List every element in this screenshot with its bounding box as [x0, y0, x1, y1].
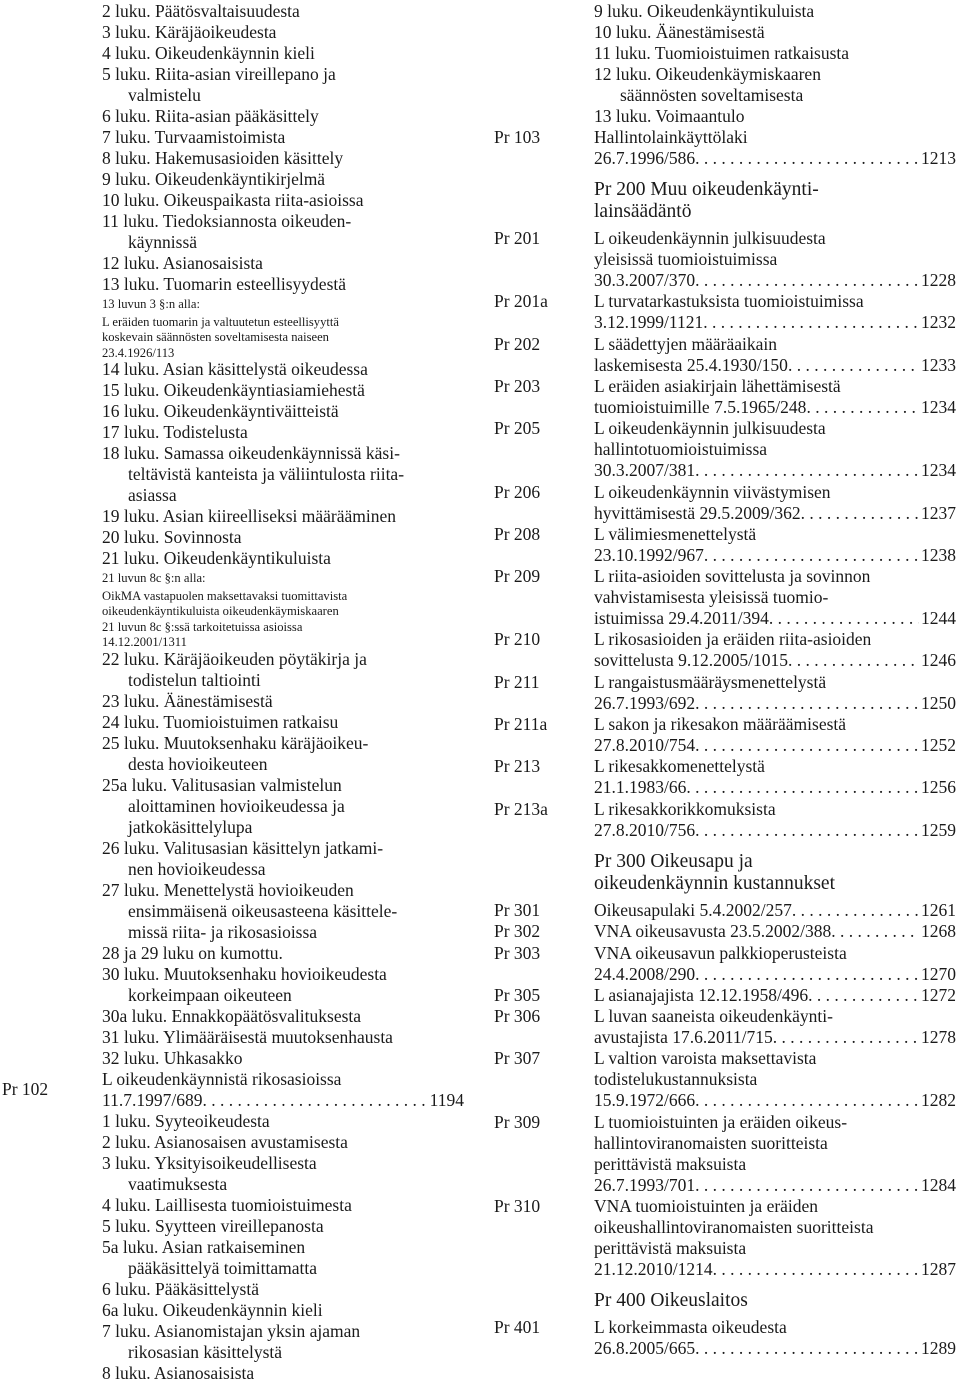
- chapter-line: pääkäsittelyä toimittamatta: [128, 1257, 318, 1278]
- pr-code: Pr 103: [494, 127, 541, 147]
- chapter-line: 6a luku. Oikeudenkäynnin kieli: [102, 1299, 323, 1320]
- pr-code: Pr 202: [494, 333, 541, 354]
- entry-date: 24.4.2008/290: [594, 963, 696, 984]
- chapter-line: 5 luku. Riita-asian vireillepano ja: [102, 64, 336, 84]
- pr-code: Pr 306: [494, 1006, 541, 1027]
- chapter-line: 31 luku. Ylimääräisestä muutoksenhausta: [102, 1026, 393, 1047]
- law-reference: [594, 820, 958, 841]
- entry-date: sovittelusta 9.12.2005/1015: [594, 650, 788, 671]
- entry-date: 3.12.1999/1121: [594, 312, 704, 333]
- chapter-line: 9 luku. Oikeudenkäyntikuluista: [594, 1, 815, 21]
- law-title: L oikeudenkäynnin julkisuudesta: [594, 228, 826, 248]
- chapter-line: säännösten soveltamisesta: [620, 85, 804, 105]
- leader-dots: [704, 545, 919, 566]
- entry-date: Oikeusapulaki 5.4.2002/257: [594, 899, 792, 920]
- leader-dots: [788, 650, 919, 671]
- dotted-leader-line: [594, 1338, 956, 1359]
- law-title: L turvatarkastuksista tuomioistuimissa: [594, 291, 864, 312]
- law-title: L oikeudenkäynnin viivästymisen: [594, 481, 831, 502]
- chapter-line: 22 luku. Käräjäoikeuden pöytäkirja ja: [102, 648, 367, 669]
- law-title: L riita-asioiden sovittelusta ja sovinnon: [594, 566, 871, 587]
- law-title: oikeushallintoviranomaisten suoritteista: [594, 1217, 874, 1237]
- pr-code: Pr 205: [494, 418, 541, 439]
- leader-dots: [792, 900, 919, 921]
- leader-dots: [808, 985, 919, 1006]
- chapter-line: rikosasian käsittelystä: [128, 1341, 283, 1362]
- law-reference: [594, 148, 958, 169]
- pr-code: Pr 211a: [494, 714, 548, 734]
- law-reference: [594, 985, 958, 1006]
- entry-date: 26.7.1993/701: [594, 1174, 696, 1195]
- leader-dots: [788, 355, 919, 376]
- note-line: 23.4.1926/113: [102, 345, 175, 360]
- chapter-line: 16 luku. Oikeudenkäyntiväitteistä: [102, 401, 339, 421]
- page-number: 1278: [921, 1027, 956, 1048]
- page-number: 1289: [921, 1338, 956, 1359]
- leader-dots: [695, 1090, 919, 1111]
- dotted-leader-line: [594, 312, 956, 333]
- chapter-line: 2 luku. Päätösvaltaisuudesta: [102, 1, 300, 21]
- page-number: 1233: [921, 354, 956, 375]
- chapter-line: 12 luku. Oikeudenkäymiskaaren: [594, 64, 821, 84]
- dotted-leader-line: [102, 1090, 464, 1111]
- chapter-line: 12 luku. Asianosaisista: [102, 253, 263, 273]
- leader-dots: [831, 921, 919, 942]
- pr-code: Pr 307: [494, 1048, 541, 1069]
- note-line: 14.12.2001/1311: [102, 635, 187, 649]
- law-reference: [594, 1175, 958, 1196]
- law-title: L rikosasioiden ja eräiden riita-asioiden: [594, 629, 872, 650]
- dotted-leader-line: [594, 503, 956, 524]
- chapter-line: jatkokäsittelylupa: [128, 816, 253, 837]
- law-title: L valtion varoista maksettavista: [594, 1048, 817, 1069]
- dotted-leader-line: [594, 820, 956, 841]
- pr-code: Pr 301: [494, 899, 541, 920]
- leader-dots: [703, 312, 919, 333]
- entry-date: 15.9.1972/666: [594, 1090, 696, 1111]
- chapter-line: 23 luku. Äänestämisestä: [102, 690, 273, 711]
- pr-code: Pr 305: [494, 984, 541, 1005]
- dotted-leader-line: [594, 777, 956, 798]
- law-title: perittävistä maksuista: [594, 1238, 747, 1258]
- section-heading: lainsäädäntö: [594, 201, 692, 222]
- pr-code: Pr 210: [494, 629, 541, 650]
- page-number: 1268: [921, 921, 956, 942]
- chapter-line: 10 luku. Äänestämisestä: [594, 22, 765, 42]
- pr-code: Pr 213: [494, 756, 541, 777]
- chapter-line: 6 luku. Riita-asian pääkäsittely: [102, 106, 319, 126]
- dotted-leader-line: [594, 1027, 956, 1048]
- entry-date: 26.7.1996/586: [594, 148, 696, 168]
- law-title: L luvan saaneista oikeudenkäynti-: [594, 1006, 833, 1027]
- pr-code: Pr 401: [494, 1317, 541, 1338]
- note-line: 13 luvun 3 §:n alla:: [102, 297, 200, 311]
- section-heading: Pr 400 Oikeuslaitos: [594, 1290, 748, 1312]
- page-number: 1238: [921, 544, 956, 565]
- entry-date: 23.10.1992/967: [594, 544, 704, 565]
- law-title: L oikeudenkäynnin julkisuudesta: [594, 418, 826, 439]
- entry-date: 21.1.1983/66: [594, 777, 687, 798]
- dotted-leader-line: [594, 270, 956, 291]
- chapter-line: 25 luku. Muutoksenhaku käräjäoikeu-: [102, 732, 369, 753]
- dotted-leader-line: [594, 985, 956, 1006]
- law-reference: [102, 1090, 466, 1111]
- page-number: 1282: [921, 1090, 956, 1111]
- dotted-leader-line: [594, 460, 956, 481]
- pr-code: Pr 211: [494, 671, 540, 692]
- chapter-line: 5a luku. Asian ratkaiseminen: [102, 1236, 306, 1257]
- page-number: 1234: [921, 460, 956, 481]
- dotted-leader-line: [594, 397, 956, 418]
- page-number: 1261: [921, 899, 956, 920]
- note-line: oikeudenkäyntikuluista oikeudenkäymiskaaren: [102, 604, 339, 618]
- leader-dots: [695, 820, 919, 841]
- note-line: 21 luvun 8c §:n alla:: [102, 571, 206, 585]
- law-title: L eräiden asiakirjain lähettämisestä: [594, 375, 841, 396]
- entry-date: 26.8.2005/665: [594, 1338, 696, 1359]
- pr-code-102: Pr 102: [2, 1078, 49, 1099]
- leader-dots: [773, 1027, 919, 1048]
- law-title: L rikesakkorikkomuksista: [594, 798, 776, 819]
- entry-date: L asianajajista 12.12.1958/496: [594, 984, 809, 1005]
- chapter-line: 30 luku. Muutoksenhaku hovioikeudesta: [102, 963, 387, 984]
- chapter-line: 7 luku. Turvaamistoimista: [102, 127, 286, 147]
- entry-date: 21.12.2010/1214: [594, 1259, 713, 1279]
- law-reference: [594, 312, 958, 333]
- law-reference: [594, 964, 958, 985]
- chapter-line: nen hovioikeudessa: [128, 858, 266, 879]
- dotted-leader-line: [594, 148, 956, 169]
- chapter-line: 8 luku. Asianosaisista: [102, 1362, 255, 1383]
- law-reference: [594, 1259, 958, 1280]
- dotted-leader-line: [594, 735, 956, 756]
- law-title: L korkeimmasta oikeudesta: [594, 1317, 787, 1338]
- entry-date: istuimissa 29.4.2011/394: [594, 608, 769, 629]
- law-title: VNA oikeusavun palkkioperusteista: [594, 942, 847, 963]
- chapter-line: 13 luku. Tuomarin esteellisyydestä: [102, 274, 347, 294]
- chapter-line: 11 luku. Tuomioistuimen ratkaisusta: [594, 43, 850, 63]
- law-title: VNA tuomioistuinten ja eräiden: [594, 1196, 819, 1216]
- dotted-leader-line: [594, 355, 956, 376]
- chapter-line: 17 luku. Todistelusta: [102, 422, 248, 442]
- chapter-line: 30a luku. Ennakkopäätösvalituksesta: [102, 1005, 362, 1026]
- page-number: 1213: [921, 148, 956, 168]
- entry-date: hyvittämisestä 29.5.2009/362: [594, 502, 801, 523]
- law-reference: [594, 921, 958, 942]
- page-number: 1244: [921, 608, 956, 629]
- leader-dots: [686, 777, 919, 798]
- chapter-line: teltävistä kanteista ja väliintulosta riita-: [128, 464, 405, 484]
- page-number: 1287: [921, 1259, 956, 1279]
- chapter-line: valmistelu: [128, 85, 201, 105]
- pr-code: Pr 309: [494, 1111, 541, 1132]
- chapter-line: 14 luku. Asian käsittelystä oikeudessa: [102, 359, 368, 379]
- pr-code: Pr 208: [494, 523, 541, 544]
- leader-dots: [695, 693, 919, 714]
- law-reference: [594, 900, 958, 921]
- chapter-line: 32 luku. Uhkasakko: [102, 1047, 243, 1068]
- law-title: todistelukustannuksista: [594, 1069, 758, 1090]
- dotted-leader-line: [594, 964, 956, 985]
- chapter-line: 9 luku. Oikeudenkäyntikirjelmä: [102, 169, 326, 189]
- leader-dots: [695, 1338, 919, 1359]
- entry-date: tuomioistuimille 7.5.1965/248: [594, 396, 807, 417]
- entry-date: 26.7.1993/692: [594, 692, 696, 713]
- law-reference: [594, 777, 958, 798]
- page-number: 1252: [921, 735, 956, 755]
- page-number: 1250: [921, 692, 956, 713]
- law-title: L sakon ja rikesakon määräämisestä: [594, 714, 847, 734]
- leader-dots: [801, 503, 919, 524]
- chapter-line: 19 luku. Asian kiireelliseksi määrääminen: [102, 506, 397, 526]
- chapter-line: 18 luku. Samassa oikeudenkäynnissä käsi-: [102, 443, 400, 463]
- page-number: 1237: [921, 502, 956, 523]
- chapter-line: 11 luku. Tiedoksiannosta oikeuden-: [102, 211, 352, 231]
- law-title: perittävistä maksuista: [594, 1153, 747, 1174]
- chapter-line: 7 luku. Asianomistajan yksin ajaman: [102, 1320, 361, 1341]
- page-number: 1234: [921, 396, 956, 417]
- dotted-leader-line: [594, 608, 956, 629]
- law-reference: [594, 545, 958, 566]
- entry-date: 30.3.2007/381: [594, 460, 696, 481]
- leader-dots: [713, 1259, 919, 1280]
- chapter-line: korkeimpaan oikeuteen: [128, 984, 292, 1005]
- pr-code: Pr 213a: [494, 798, 548, 819]
- law-title: Hallintolainkäyttölaki: [594, 127, 748, 147]
- chapter-line: 21 luku. Oikeudenkäyntikuluista: [102, 548, 331, 568]
- law-title: L oikeudenkäynnistä rikosasioissa: [102, 1068, 342, 1089]
- law-reference: [594, 460, 958, 481]
- chapter-line: desta hovioikeuteen: [128, 753, 268, 774]
- dotted-leader-line: [594, 1090, 956, 1111]
- page-number: 1228: [921, 270, 956, 290]
- page-number: 1256: [921, 777, 956, 798]
- dotted-leader-line: [594, 650, 956, 671]
- dotted-leader-line: [594, 921, 956, 942]
- chapter-line: ensimmäisenä oikeusasteena käsittele-: [128, 900, 398, 921]
- dotted-leader-line: [594, 545, 956, 566]
- chapter-line: 26 luku. Valitusasian käsittelyn jatkami-: [102, 837, 384, 858]
- leader-dots: [769, 608, 919, 629]
- page-number: 1232: [921, 312, 956, 333]
- chapter-line: käynnissä: [128, 232, 198, 252]
- chapter-line: 3 luku. Yksityisoikeudellisesta: [102, 1152, 317, 1173]
- entry-date: VNA oikeusavusta 23.5.2002/388: [594, 921, 832, 942]
- chapter-line: 2 luku. Asianosaisen avustamisesta: [102, 1131, 348, 1152]
- note-line: 21 luvun 8c §:ssä tarkoitetuissa asioissa: [102, 619, 303, 634]
- law-reference: [594, 1027, 958, 1048]
- page-number: 1270: [921, 963, 956, 984]
- dotted-leader-line: [594, 1259, 956, 1280]
- leader-dots: [695, 270, 919, 291]
- chapter-line: 13 luku. Voimaantulo: [594, 106, 745, 126]
- pr-code: Pr 302: [494, 921, 541, 942]
- page-number: 1194: [429, 1089, 464, 1110]
- entry-date: 27.8.2010/756: [594, 819, 696, 840]
- chapter-line: 20 luku. Sovinnosta: [102, 527, 242, 547]
- entry-date: 30.3.2007/370: [594, 270, 696, 290]
- note-line: L eräiden tuomarin ja valtuutetun esteellisyyttä: [102, 314, 339, 329]
- leader-dots: [695, 148, 919, 169]
- chapter-line: 25a luku. Valitusasian valmistelun: [102, 774, 342, 795]
- law-title: hallintoviranomaisten suoritteista: [594, 1132, 828, 1153]
- leader-dots: [695, 460, 919, 481]
- pr-code: Pr 201: [494, 228, 541, 248]
- page-number: 1284: [921, 1174, 956, 1195]
- chapter-line: 8 luku. Hakemusasioiden käsittely: [102, 148, 344, 168]
- law-title: L tuomioistuinten ja eräiden oikeus-: [594, 1111, 848, 1132]
- leader-dots: [806, 397, 919, 418]
- pr-code: Pr 206: [494, 481, 541, 502]
- law-reference: [594, 693, 958, 714]
- law-reference: [594, 735, 958, 756]
- law-reference: [594, 608, 958, 629]
- chapter-line: vaatimuksesta: [128, 1173, 228, 1194]
- chapter-line: 1 luku. Syyteoikeudesta: [102, 1110, 270, 1131]
- law-title: L välimiesmenettelystä: [594, 523, 757, 544]
- leader-dots: [695, 964, 919, 985]
- law-reference: [594, 397, 958, 418]
- pr-code: Pr 209: [494, 566, 541, 587]
- pr-code: Pr 303: [494, 942, 541, 963]
- law-reference: [594, 355, 958, 376]
- entry-date: 27.8.2010/754: [594, 735, 696, 755]
- chapter-line: 3 luku. Käräjäoikeudesta: [102, 22, 277, 42]
- dotted-leader-line: [594, 1175, 956, 1196]
- law-reference: [594, 1338, 958, 1359]
- chapter-line: 24 luku. Tuomioistuimen ratkaisu: [102, 711, 339, 732]
- chapter-line: aloittaminen hovioikeudessa ja: [128, 795, 345, 816]
- chapter-line: 5 luku. Syytteen vireillepanosta: [102, 1215, 324, 1236]
- entry-date: 11.7.1997/689: [102, 1089, 203, 1110]
- chapter-line: 27 luku. Menettelystä hovioikeuden: [102, 879, 354, 900]
- law-reference: [594, 1090, 958, 1111]
- law-title: yleisissä tuomioistuimissa: [594, 249, 778, 269]
- law-reference: [594, 503, 958, 524]
- page-number: 1246: [921, 650, 956, 671]
- dotted-leader-line: [594, 900, 956, 921]
- chapter-line: 10 luku. Oikeuspaikasta riita-asioissa: [102, 190, 364, 210]
- law-title: L rangaistusmääräysmenettelystä: [594, 671, 827, 692]
- law-reference: [594, 650, 958, 671]
- note-line: OikMA vastapuolen maksettavaksi tuomittavista: [102, 588, 348, 603]
- section-heading: Pr 300 Oikeusapu ja: [594, 850, 753, 872]
- section-heading: oikeudenkäynnin kustannukset: [594, 872, 835, 894]
- entry-date: avustajista 17.6.2011/715: [594, 1027, 773, 1048]
- entry-date: laskemisesta 25.4.1930/150: [594, 354, 788, 375]
- leader-dots: [695, 1175, 919, 1196]
- chapter-line: missä riita- ja rikosasioissa: [128, 921, 318, 942]
- law-title: L säädettyjen määräaikain: [594, 333, 778, 354]
- chapter-line: 28 ja 29 luku on kumottu.: [102, 942, 283, 963]
- chapter-line: todistelun taltiointi: [128, 669, 261, 690]
- law-title: L rikesakkomenettelystä: [594, 756, 765, 777]
- law-title: vahvistamisesta yleisissä tuomio-: [594, 587, 829, 608]
- page-number: 1259: [921, 819, 956, 840]
- note-line: koskevain säännösten soveltamisesta naiseen: [102, 330, 329, 344]
- pr-code: Pr 310: [494, 1196, 541, 1216]
- pr-code: Pr 203: [494, 375, 541, 396]
- leader-dots: [202, 1090, 427, 1111]
- leader-dots: [695, 735, 919, 756]
- law-reference: [594, 270, 958, 291]
- law-title: hallintotuomioistuimissa: [594, 439, 768, 460]
- page-number: 1272: [921, 984, 956, 1005]
- chapter-line: 15 luku. Oikeudenkäyntiasiamiehestä: [102, 380, 365, 400]
- pr-code: Pr 201a: [494, 291, 548, 312]
- chapter-line: 6 luku. Pääkäsittelystä: [102, 1278, 259, 1299]
- chapter-line: 4 luku. Laillisesta tuomioistuimesta: [102, 1194, 352, 1215]
- chapter-line: 4 luku. Oikeudenkäynnin kieli: [102, 43, 315, 63]
- section-heading: Pr 200 Muu oikeudenkäynti-: [594, 179, 819, 200]
- chapter-line: asiassa: [128, 485, 177, 505]
- dotted-leader-line: [594, 693, 956, 714]
